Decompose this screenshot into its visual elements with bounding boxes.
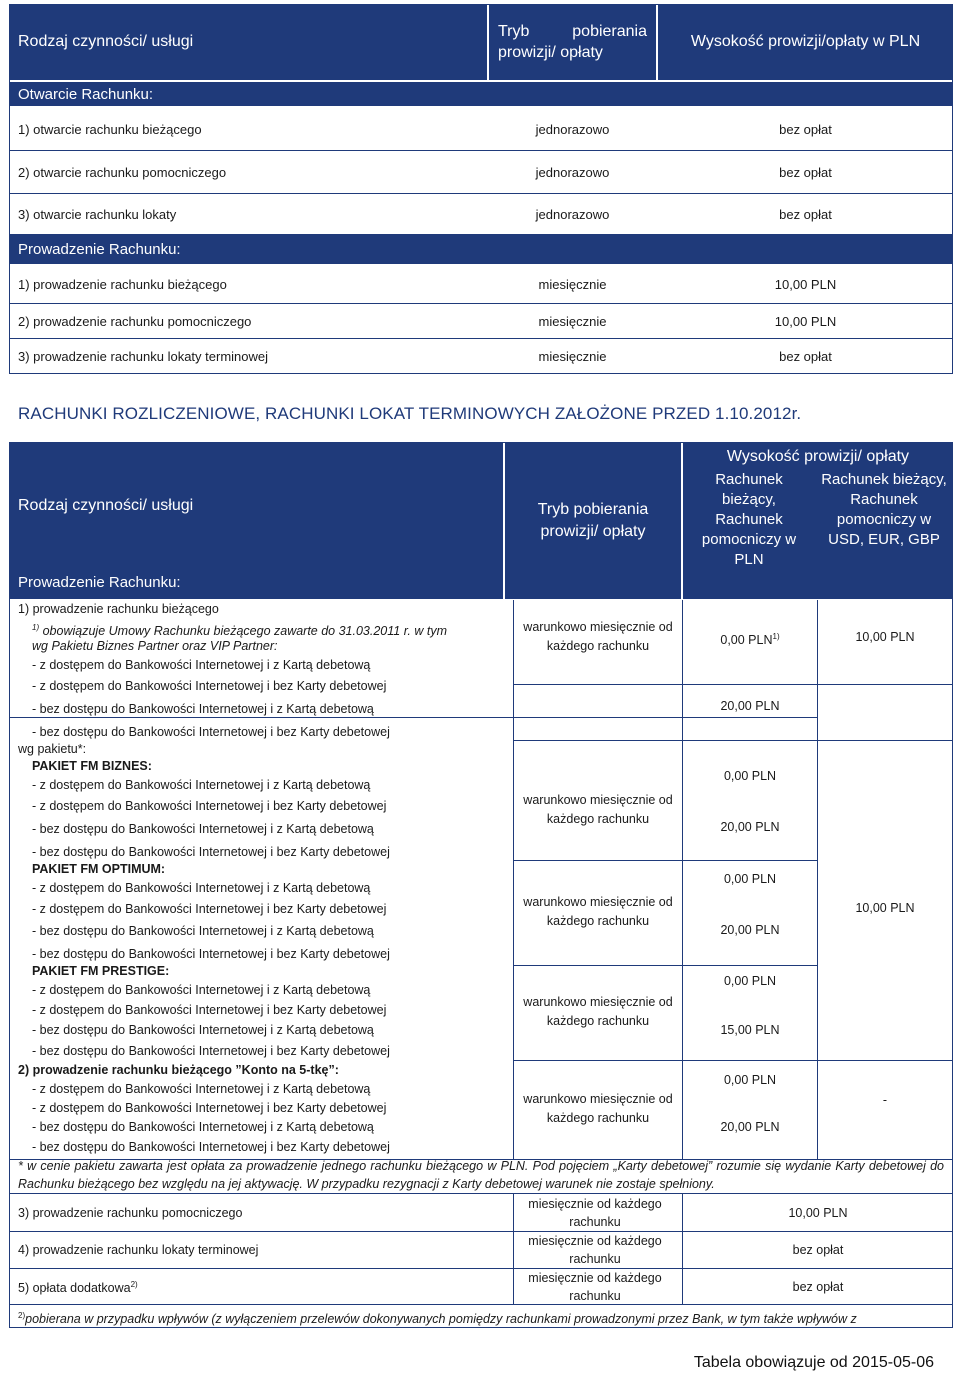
row-name: 2) prowadzenie rachunku pomocniczego <box>18 313 252 329</box>
package-block <box>18 757 508 863</box>
item2-amount-a: 0,00 PLN <box>723 1073 777 1087</box>
header-service-label: Rodzaj czynności/ usługi <box>18 33 194 50</box>
row-mode: miesięcznie <box>538 348 607 364</box>
table-row <box>9 194 953 234</box>
item1-note-2: wg Pakietu Biznes Partner oraz VIP Partner: <box>32 639 278 653</box>
list-item: - z dostępem do Bankowości Internetowej i z Kartą debetową <box>32 1082 371 1096</box>
list-item: - z dostępem do Bankowości Internetowej i z Kartą debetową <box>32 658 371 672</box>
footnote-packages: * w cenie pakietu zawarta jest opłata za prowadzenie jednego rachunku bieżącego w PLN. Pod pojęciem „Karty debetowej” rozumie się wydanie Karty debetowej do Rachunku bieżącego bez względu na jej aktywację. W przypadku rezygnacji z Karty debetowej warunek nie zostaje spełniony. <box>18 1159 944 1191</box>
row-amount: 10,00 PLN <box>788 1205 848 1220</box>
package-name: PAKIET FM BIZNES: <box>32 759 152 773</box>
package-amount-a: 0,00 PLN <box>723 974 777 988</box>
row-amount: bez opłat <box>779 206 832 222</box>
item2-mode: warunkowo miesięcznie od każdego rachunku <box>523 1092 673 1125</box>
section-title-maintenance-text: Prowadzenie Rachunku: <box>18 240 181 258</box>
legacy-header-amount-title: Wysokość prowizji/ opłaty <box>726 448 910 465</box>
row-name: 3) otwarcie rachunku lokaty <box>18 206 177 222</box>
item1-note-text: obowiązuje Umowy Rachunku bieżącego zawarte do 31.03.2011 r. w tym <box>42 624 447 639</box>
item2-title: 2) prowadzenie rachunku bieżącego ”Konto na 5-tkę”: <box>18 1063 339 1077</box>
list-item: - bez dostępu do Bankowości Internetowej i z Kartą debetową <box>32 702 374 716</box>
row-amount: bez opłat <box>792 1243 844 1257</box>
legacy-header-section: Prowadzenie Rachunku: <box>18 574 181 591</box>
footnote-fee-sup: 2) <box>18 1311 26 1320</box>
row-name: 3) prowadzenie rachunku lokaty terminowej <box>18 348 269 364</box>
header-amount-label: Wysokość prowizji/opłaty w PLN <box>690 33 921 50</box>
row-amount: bez opłat <box>779 121 832 137</box>
list-item: - z dostępem do Bankowości Internetowej i bez Karty debetowej <box>32 799 387 813</box>
package-mode: warunkowo miesięcznie od każdego rachunku <box>523 995 673 1028</box>
item1-mode: warunkowo miesięcznie od każdego rachunku <box>523 620 673 653</box>
table-row <box>9 151 953 193</box>
row-mode: miesięcznie <box>538 276 607 292</box>
section-heading: RACHUNKI ROZLICZENIOWE, RACHUNKI LOKAT TERMINOWYCH ZAŁOŻONE PRZED 1.10.2012r. <box>18 404 802 423</box>
list-item: - bez dostępu do Bankowości Internetowej i bez Karty debetowej <box>32 1044 390 1058</box>
header-mode-label: Tryb pobierania prowizji/ opłaty <box>498 23 647 61</box>
row-name: 3) prowadzenie rachunku pomocniczego <box>18 1205 243 1220</box>
package-name: PAKIET FM PRESTIGE: <box>32 964 170 978</box>
list-item: - z dostępem do Bankowości Internetowej i z Kartą debetową <box>32 778 371 792</box>
row-mode: miesięcznie od każdego rachunku <box>528 1196 662 1229</box>
packages-amount-fx: 10,00 PLN <box>855 901 915 915</box>
table-row <box>9 108 953 150</box>
list-item: - z dostępem do Bankowości Internetowej i bez Karty debetowej <box>32 679 387 693</box>
legacy-header-service <box>9 442 503 599</box>
list-item: - bez dostępu do Bankowości Internetowej i z Kartą debetową <box>32 1120 374 1134</box>
legacy-header-mode-label: Tryb pobierania prowizji/ opłaty <box>537 500 649 540</box>
row-amount: 10,00 PLN <box>774 313 837 329</box>
row-mode: jednorazowo <box>535 164 610 180</box>
item1-block <box>18 600 508 743</box>
list-item: - bez dostępu do Bankowości Internetowej i bez Karty debetowej <box>32 725 390 739</box>
package-block <box>18 962 508 1062</box>
item1-amount-a-sup: 1) <box>772 632 780 641</box>
footnote-fee <box>18 1307 948 1328</box>
table-row <box>9 1194 953 1231</box>
row-mode: jednorazowo <box>535 121 610 137</box>
item1-amount-a <box>683 627 817 650</box>
row-name: 2) otwarcie rachunku pomocniczego <box>18 164 227 180</box>
package-mode: warunkowo miesięcznie od każdego rachunku <box>523 895 673 928</box>
row-name: 1) otwarcie rachunku bieżącego <box>18 121 202 137</box>
list-item: - z dostępem do Bankowości Internetowej i z Kartą debetową <box>32 881 371 895</box>
package-name: PAKIET FM OPTIMUM: <box>32 862 166 876</box>
legacy-header-col-fx: Rachunek bieżący, Rachunek pomocniczy w USD, EUR, GBP <box>821 471 947 548</box>
table-row <box>9 1269 953 1304</box>
package-amount-b: 20,00 PLN <box>720 923 780 937</box>
item1-note-1 <box>18 618 508 637</box>
list-item: - z dostępem do Bankowości Internetowej i z Kartą debetową <box>32 983 371 997</box>
row-mode: miesięcznie <box>538 313 607 329</box>
item2-amount-fx: - <box>882 1093 888 1107</box>
table-row <box>9 304 953 338</box>
row-mode: jednorazowo <box>535 206 610 222</box>
package-block <box>18 860 508 966</box>
footnote-fee-text: pobierana w przypadku wpływów (z wyłączeniem przelewów dokonywanych pomiędzy rachunkami prowadzonymi przez Bank, w tym także wpływów z <box>25 1312 857 1327</box>
legacy-header-col-pln: Rachunek bieżący, Rachunek pomocniczy w PLN <box>701 471 797 568</box>
item1-amount-a-value: 0,00 PLN <box>720 633 773 648</box>
row-mode: miesięcznie od każdego rachunku <box>528 1234 662 1266</box>
item1-amount-b: 20,00 PLN <box>720 699 780 713</box>
list-item: - bez dostępu do Bankowości Internetowej i z Kartą debetową <box>32 1023 374 1037</box>
list-item: - bez dostępu do Bankowości Internetowej i bez Karty debetowej <box>32 1140 390 1154</box>
item1-amount-fx: 10,00 PLN <box>855 630 915 644</box>
list-item: - bez dostępu do Bankowości Internetowej i bez Karty debetowej <box>32 947 390 961</box>
list-item: - bez dostępu do Bankowości Internetowej i z Kartą debetową <box>32 924 374 938</box>
item1-note-sup: 1) <box>32 623 40 632</box>
table-row <box>9 265 953 303</box>
header-mode <box>489 4 656 80</box>
list-item: - bez dostępu do Bankowości Internetowej i z Kartą debetową <box>32 822 374 836</box>
item2-block <box>18 1060 508 1157</box>
header-service <box>9 4 487 80</box>
package-amount-b: 15,00 PLN <box>720 1023 780 1037</box>
row-amount: bez opłat <box>779 164 832 180</box>
legacy-header-mode <box>505 442 681 599</box>
section-title-opening-text: Otwarcie Rachunku: <box>18 85 154 103</box>
package-amount-b: 20,00 PLN <box>720 820 780 834</box>
list-item: - z dostępem do Bankowości Internetowej i bez Karty debetowej <box>32 1101 387 1115</box>
list-item: - z dostępem do Bankowości Internetowej i bez Karty debetowej <box>32 902 387 916</box>
row-amount: bez opłat <box>792 1279 844 1294</box>
legacy-header-amount <box>683 442 953 599</box>
validity-footer: Tabela obowiązuje od 2015-05-06 <box>693 1354 934 1371</box>
row-name-sup: 2) <box>130 1279 138 1289</box>
item2-amount-b: 20,00 PLN <box>720 1120 780 1134</box>
packages-label: wg pakietu*: <box>18 742 87 756</box>
row-amount: bez opłat <box>779 348 832 364</box>
table-row <box>9 339 953 373</box>
table-row <box>9 1232 953 1268</box>
row-mode: miesięcznie od każdego rachunku <box>528 1270 662 1303</box>
row-name: 1) prowadzenie rachunku bieżącego <box>18 276 227 292</box>
row-name-text: 5) opłata dodatkowa <box>18 1281 131 1296</box>
list-item: - bez dostępu do Bankowości Internetowej i bez Karty debetowej <box>32 845 390 859</box>
legacy-header-service-label: Rodzaj czynności/ usługi <box>18 497 194 514</box>
row-amount: 10,00 PLN <box>774 276 837 292</box>
section-title-maintenance <box>9 234 953 264</box>
item1-title: 1) prowadzenie rachunku bieżącego <box>18 602 219 616</box>
list-item: - z dostępem do Bankowości Internetowej i bez Karty debetowej <box>32 1003 387 1017</box>
row-name: 4) prowadzenie rachunku lokaty terminowej <box>18 1243 259 1257</box>
section-title-opening <box>9 82 953 106</box>
package-amount-a: 0,00 PLN <box>723 872 777 886</box>
row-name <box>18 1275 138 1298</box>
package-mode: warunkowo miesięcznie od każdego rachunku <box>523 793 673 826</box>
header-amount <box>658 4 953 80</box>
package-amount-a: 0,00 PLN <box>723 769 777 783</box>
